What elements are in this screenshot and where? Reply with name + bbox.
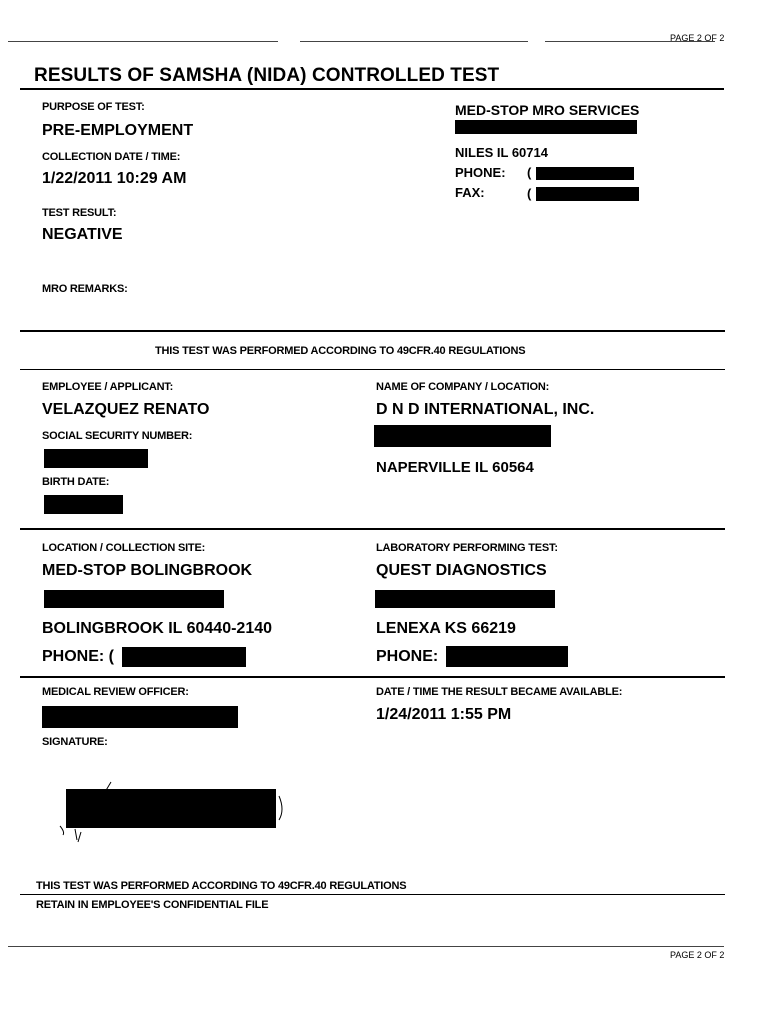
result-label: TEST RESULT: bbox=[42, 207, 117, 219]
result-value: NEGATIVE bbox=[42, 226, 123, 243]
redacted-ssn bbox=[44, 449, 148, 468]
collection-site-city: BOLINGBROOK IL 60440-2140 bbox=[42, 620, 273, 637]
top-rule-2 bbox=[300, 41, 528, 42]
section-rule-4 bbox=[20, 676, 725, 678]
regulation-notice: THIS TEST WAS PERFORMED ACCORDING TO 49CFR.40 REGULATIONS bbox=[155, 345, 526, 357]
company-label: NAME OF COMPANY / LOCATION: bbox=[376, 381, 550, 393]
page-number-bottom: PAGE 2 OF 2 bbox=[670, 950, 725, 960]
collection-site-label: LOCATION / COLLECTION SITE: bbox=[42, 542, 206, 554]
document-title: RESULTS OF SAMSHA (NIDA) CONTROLLED TEST bbox=[34, 65, 500, 86]
collection-site-phone-label: PHONE: ( bbox=[42, 648, 114, 665]
collection-site-name: MED-STOP BOLINGBROOK bbox=[42, 562, 253, 579]
mro-officer-label: MEDICAL REVIEW OFFICER: bbox=[42, 686, 189, 698]
employee-name: VELAZQUEZ RENATO bbox=[42, 401, 210, 418]
redacted-lab-phone bbox=[446, 646, 568, 667]
redacted-lab-address bbox=[375, 590, 555, 608]
mro-phone-label: PHONE: bbox=[455, 165, 506, 180]
laboratory-phone-label: PHONE: bbox=[376, 648, 439, 665]
page-number-top: PAGE 2 OF 2 bbox=[670, 33, 725, 43]
purpose-label: PURPOSE OF TEST: bbox=[42, 101, 145, 113]
mro-fax-prefix: ( bbox=[527, 186, 532, 201]
redacted-signature bbox=[55, 780, 285, 850]
section-rule-2 bbox=[20, 369, 725, 370]
company-city: NAPERVILLE IL 60564 bbox=[376, 459, 534, 476]
laboratory-label: LABORATORY PERFORMING TEST: bbox=[376, 542, 558, 554]
section-rule-3 bbox=[20, 528, 725, 530]
mro-name: MED-STOP MRO SERVICES bbox=[455, 102, 640, 118]
purpose-value: PRE-EMPLOYMENT bbox=[42, 122, 194, 139]
retain-notice: RETAIN IN EMPLOYEE'S CONFIDENTIAL FILE bbox=[36, 899, 269, 911]
collection-value: 1/22/2011 10:29 AM bbox=[42, 170, 187, 187]
footer-rule bbox=[20, 894, 725, 895]
collection-label: COLLECTION DATE / TIME: bbox=[42, 151, 181, 163]
redacted-mro-officer bbox=[42, 706, 238, 728]
mro-phone-prefix: ( bbox=[527, 165, 532, 180]
redacted-birth-date bbox=[44, 495, 123, 514]
redacted-mro-address bbox=[455, 120, 637, 134]
result-available-value: 1/24/2011 1:55 PM bbox=[376, 706, 512, 723]
signature-label: SIGNATURE: bbox=[42, 736, 108, 748]
company-name: D N D INTERNATIONAL, INC. bbox=[376, 401, 595, 418]
laboratory-city: LENEXA KS 66219 bbox=[376, 620, 516, 637]
result-available-label: DATE / TIME THE RESULT BECAME AVAILABLE: bbox=[376, 686, 623, 698]
title-rule bbox=[20, 88, 724, 90]
bottom-rule bbox=[8, 946, 724, 947]
redacted-site-phone bbox=[122, 647, 246, 667]
signature-scribble-icon bbox=[55, 780, 285, 850]
redacted-mro-phone bbox=[536, 167, 634, 180]
mro-fax-label: FAX: bbox=[455, 185, 485, 200]
mro-city: NILES IL 60714 bbox=[455, 145, 548, 160]
ssn-label: SOCIAL SECURITY NUMBER: bbox=[42, 430, 193, 442]
employee-label: EMPLOYEE / APPLICANT: bbox=[42, 381, 174, 393]
top-rule bbox=[8, 41, 278, 42]
redacted-mro-fax bbox=[536, 187, 639, 201]
section-rule-1 bbox=[20, 330, 725, 332]
birth-date-label: BIRTH DATE: bbox=[42, 476, 110, 488]
footer-regulation-notice: THIS TEST WAS PERFORMED ACCORDING TO 49CFR.40 REGULATIONS bbox=[36, 880, 407, 892]
mro-remarks-label: MRO REMARKS: bbox=[42, 283, 128, 295]
laboratory-name: QUEST DIAGNOSTICS bbox=[376, 562, 547, 579]
redacted-company-address bbox=[374, 425, 551, 447]
redacted-site-address bbox=[44, 590, 224, 608]
